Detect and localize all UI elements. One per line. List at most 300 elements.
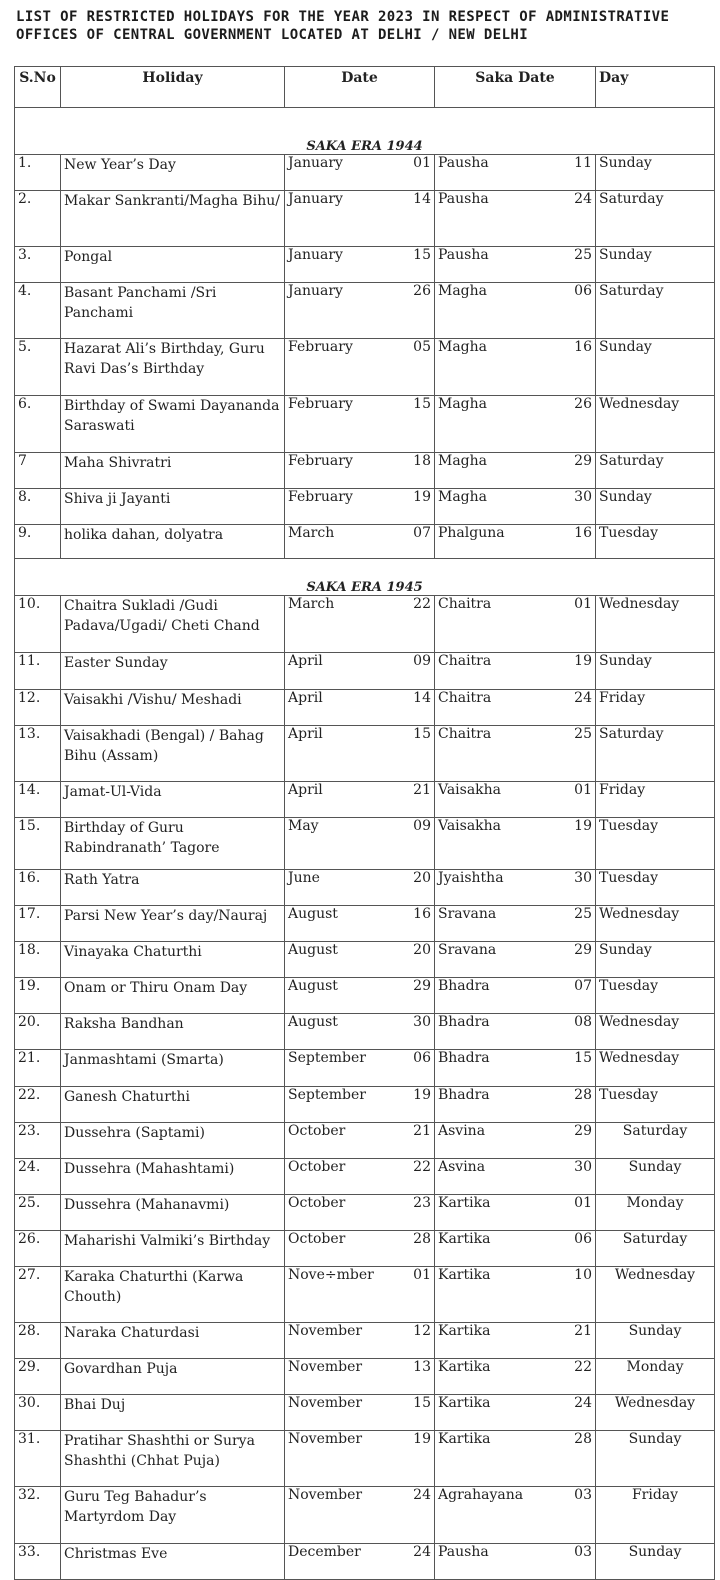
saka-date-cell (435, 942, 596, 978)
date-day: 15 (413, 247, 431, 263)
saka-day: 11 (574, 155, 592, 171)
weekday-cell: Wednesday (596, 596, 715, 653)
holiday-name-cell: Ganesh Chaturthi (61, 1087, 285, 1123)
date-cell (285, 525, 435, 559)
table-row (15, 1487, 715, 1544)
holiday-name-cell: Basant Panchami /Sri Panchami (61, 283, 285, 339)
holiday-name-cell: Dussehra (Mahanavmi) (61, 1195, 285, 1231)
date-cell (285, 818, 435, 870)
date-day: 21 (413, 782, 431, 798)
saka-day: 30 (574, 1159, 592, 1175)
serial-number-cell: 2. (15, 191, 61, 247)
date-month: September (288, 1050, 366, 1066)
table-row (15, 1014, 715, 1050)
table-row (15, 1050, 715, 1087)
date-day: 01 (413, 155, 431, 171)
date-cell (285, 1195, 435, 1231)
table-row (15, 247, 715, 283)
date-month: April (288, 726, 323, 742)
saka-date-cell (435, 191, 596, 247)
date-cell (285, 653, 435, 690)
date-day: 12 (413, 1323, 431, 1339)
weekday-cell: Sunday (596, 489, 715, 525)
weekday-cell: Friday (596, 1487, 715, 1544)
saka-day: 25 (574, 247, 592, 263)
date-cell (285, 1359, 435, 1395)
saka-day: 21 (574, 1323, 592, 1339)
holiday-name-cell: Maharishi Valmiki’s Birthday (61, 1231, 285, 1267)
saka-date-cell (435, 1159, 596, 1195)
weekday-cell: Saturday (596, 726, 715, 782)
saka-month: Bhadra (438, 1050, 490, 1066)
saka-month: Kartika (438, 1195, 491, 1211)
holiday-name-cell: Raksha Bandhan (61, 1014, 285, 1050)
date-month: February (288, 489, 353, 505)
table-row (15, 339, 715, 396)
saka-month: Chaitra (438, 653, 492, 669)
table-row (15, 1323, 715, 1359)
weekday-cell: Saturday (596, 191, 715, 247)
saka-day: 16 (574, 339, 592, 355)
date-day: 29 (413, 978, 431, 994)
saka-date-cell (435, 653, 596, 690)
saka-date-cell (435, 1267, 596, 1323)
saka-date-cell (435, 396, 596, 453)
holiday-name-cell: Naraka Chaturdasi (61, 1323, 285, 1359)
saka-date-cell (435, 339, 596, 396)
date-month: October (288, 1159, 346, 1175)
table-row (15, 525, 715, 559)
era-label: SAKA ERA 1945 (15, 559, 715, 596)
table-row (15, 1159, 715, 1195)
date-month: May (288, 818, 319, 834)
holiday-name-cell: Pongal (61, 247, 285, 283)
header-date: Date (285, 67, 435, 108)
weekday-cell: Saturday (596, 1231, 715, 1267)
saka-date-cell (435, 690, 596, 726)
table-row (15, 596, 715, 653)
date-cell (285, 1431, 435, 1487)
serial-number-cell: 10. (15, 596, 61, 653)
table-row (15, 870, 715, 906)
date-day: 13 (413, 1359, 431, 1375)
saka-day: 07 (574, 978, 592, 994)
date-month: April (288, 653, 323, 669)
date-cell (285, 155, 435, 191)
era-label: SAKA ERA 1944 (15, 108, 715, 155)
table-row (15, 453, 715, 489)
date-cell (285, 396, 435, 453)
date-day: 28 (413, 1231, 431, 1247)
weekday-cell: Monday (596, 1195, 715, 1231)
header-saka-date: Saka Date (435, 67, 596, 108)
weekday-cell: Saturday (596, 283, 715, 339)
holiday-name-cell: Vinayaka Chaturthi (61, 942, 285, 978)
saka-date-cell (435, 1395, 596, 1431)
weekday-cell: Tuesday (596, 1087, 715, 1123)
table-row (15, 155, 715, 191)
table-row (15, 1395, 715, 1431)
date-day: 24 (413, 1544, 431, 1560)
saka-month: Agrahayana (438, 1487, 524, 1503)
saka-date-cell (435, 1431, 596, 1487)
saka-date-cell (435, 1050, 596, 1087)
saka-day: 25 (574, 906, 592, 922)
date-day: 19 (413, 1087, 431, 1103)
table-row (15, 191, 715, 247)
serial-number-cell: 29. (15, 1359, 61, 1395)
date-month: November (288, 1323, 363, 1339)
table-row (15, 1544, 715, 1580)
saka-day: 25 (574, 726, 592, 742)
table-row (15, 283, 715, 339)
holiday-name-cell: Dussehra (Mahashtami) (61, 1159, 285, 1195)
date-day: 15 (413, 396, 431, 412)
serial-number-cell: 7 (15, 453, 61, 489)
saka-month: Magha (438, 396, 488, 412)
date-cell (285, 1267, 435, 1323)
saka-day: 01 (574, 782, 592, 798)
saka-month: Magha (438, 339, 488, 355)
date-month: February (288, 339, 353, 355)
date-day: 20 (413, 870, 431, 886)
date-month: November (288, 1359, 363, 1375)
date-cell (285, 1050, 435, 1087)
date-cell (285, 1323, 435, 1359)
date-month: November (288, 1487, 363, 1503)
serial-number-cell: 21. (15, 1050, 61, 1087)
date-month: October (288, 1231, 346, 1247)
table-row (15, 489, 715, 525)
saka-day: 28 (574, 1431, 592, 1447)
weekday-cell: Sunday (596, 1544, 715, 1580)
table-row (15, 906, 715, 942)
weekday-cell: Tuesday (596, 978, 715, 1014)
date-month: Nove÷mber (288, 1267, 374, 1283)
weekday-cell: Sunday (596, 155, 715, 191)
date-day: 14 (413, 191, 431, 207)
holiday-name-cell: Rath Yatra (61, 870, 285, 906)
weekday-cell: Monday (596, 1359, 715, 1395)
date-month: August (288, 906, 338, 922)
saka-day: 03 (574, 1544, 592, 1560)
date-day: 19 (413, 1431, 431, 1447)
date-day: 09 (413, 653, 431, 669)
date-cell (285, 782, 435, 818)
saka-month: Phalguna (438, 525, 505, 541)
weekday-cell: Saturday (596, 453, 715, 489)
saka-month: Kartika (438, 1267, 491, 1283)
holiday-name-cell: Vaisakhi /Vishu/ Meshadi (61, 690, 285, 726)
table-row (15, 1267, 715, 1323)
serial-number-cell: 26. (15, 1231, 61, 1267)
holiday-name-cell: Jamat-Ul-Vida (61, 782, 285, 818)
saka-day: 08 (574, 1014, 592, 1030)
saka-day: 24 (574, 191, 592, 207)
serial-number-cell: 20. (15, 1014, 61, 1050)
weekday-cell: Wednesday (596, 1267, 715, 1323)
date-day: 01 (413, 1267, 431, 1283)
saka-date-cell (435, 1323, 596, 1359)
serial-number-cell: 28. (15, 1323, 61, 1359)
date-cell (285, 1123, 435, 1159)
date-month: March (288, 525, 335, 541)
saka-date-cell (435, 525, 596, 559)
holiday-name-cell: Vaisakhadi (Bengal) / Bahag Bihu (Assam) (61, 726, 285, 782)
saka-month: Kartika (438, 1359, 491, 1375)
date-month: January (288, 247, 343, 263)
serial-number-cell: 19. (15, 978, 61, 1014)
saka-date-cell (435, 978, 596, 1014)
saka-day: 01 (574, 596, 592, 612)
serial-number-cell: 1. (15, 155, 61, 191)
table-row (15, 978, 715, 1014)
holiday-name-cell: Birthday of Guru Rabindranath’ Tagore (61, 818, 285, 870)
holiday-name-cell: Govardhan Puja (61, 1359, 285, 1395)
saka-month: Kartika (438, 1323, 491, 1339)
holiday-name-cell: New Year’s Day (61, 155, 285, 191)
weekday-cell: Saturday (596, 1123, 715, 1159)
weekday-cell: Sunday (596, 339, 715, 396)
date-cell (285, 489, 435, 525)
saka-month: Vaisakha (438, 782, 502, 798)
table-body (15, 108, 715, 1580)
holiday-name-cell: Birthday of Swami Dayananda Saraswati (61, 396, 285, 453)
table-row (15, 1359, 715, 1395)
saka-month: Kartika (438, 1395, 491, 1411)
serial-number-cell: 12. (15, 690, 61, 726)
saka-day: 24 (574, 690, 592, 706)
era-row (15, 108, 715, 155)
holiday-name-cell: Maha Shivratri (61, 453, 285, 489)
saka-date-cell (435, 1231, 596, 1267)
holiday-name-cell: Chaitra Sukladi /Gudi Padava/Ugadi/ Cheti Chand (61, 596, 285, 653)
saka-day: 28 (574, 1087, 592, 1103)
date-cell (285, 1159, 435, 1195)
serial-number-cell: 18. (15, 942, 61, 978)
serial-number-cell: 33. (15, 1544, 61, 1580)
saka-date-cell (435, 1195, 596, 1231)
date-month: November (288, 1395, 363, 1411)
serial-number-cell: 23. (15, 1123, 61, 1159)
saka-month: Kartika (438, 1431, 491, 1447)
table-row (15, 942, 715, 978)
date-day: 23 (413, 1195, 431, 1211)
holiday-name-cell: Onam or Thiru Onam Day (61, 978, 285, 1014)
date-day: 14 (413, 690, 431, 706)
saka-date-cell (435, 1359, 596, 1395)
saka-date-cell (435, 726, 596, 782)
serial-number-cell: 9. (15, 525, 61, 559)
saka-month: Pausha (438, 191, 489, 207)
saka-month: Jyaishtha (438, 870, 504, 886)
holiday-name-cell: Pratihar Shashthi or Surya Shashthi (Chhat Puja) (61, 1431, 285, 1487)
saka-day: 29 (574, 942, 592, 958)
saka-day: 03 (574, 1487, 592, 1503)
date-month: February (288, 453, 353, 469)
serial-number-cell: 31. (15, 1431, 61, 1487)
date-day: 18 (413, 453, 431, 469)
serial-number-cell: 11. (15, 653, 61, 690)
saka-date-cell (435, 1487, 596, 1544)
saka-month: Magha (438, 453, 488, 469)
weekday-cell: Wednesday (596, 396, 715, 453)
date-day: 20 (413, 942, 431, 958)
table-row (15, 1123, 715, 1159)
saka-month: Chaitra (438, 726, 492, 742)
saka-date-cell (435, 1544, 596, 1580)
weekday-cell: Sunday (596, 247, 715, 283)
holiday-name-cell: Shiva ji Jayanti (61, 489, 285, 525)
saka-date-cell (435, 453, 596, 489)
era-row (15, 559, 715, 596)
saka-day: 29 (574, 453, 592, 469)
page-title: LIST OF RESTRICTED HOLIDAYS FOR THE YEAR 2023 IN RESPECT OF ADMINISTRATIVE OFFICES OF CENTRAL GOVERNMENT LOCATED AT DELHI / NEW DELHI (16, 9, 670, 43)
saka-day: 24 (574, 1395, 592, 1411)
date-day: 07 (413, 525, 431, 541)
holiday-name-cell: Makar Sankranti/Magha Bihu/ (61, 191, 285, 247)
saka-month: Bhadra (438, 1014, 490, 1030)
serial-number-cell: 3. (15, 247, 61, 283)
date-day: 05 (413, 339, 431, 355)
date-month: March (288, 596, 335, 612)
table-row (15, 690, 715, 726)
saka-date-cell (435, 596, 596, 653)
weekday-cell: Friday (596, 690, 715, 726)
date-month: September (288, 1087, 366, 1103)
weekday-cell: Tuesday (596, 870, 715, 906)
header-day: Day (596, 67, 715, 108)
saka-month: Bhadra (438, 1087, 490, 1103)
date-cell (285, 1014, 435, 1050)
date-month: November (288, 1431, 363, 1447)
saka-month: Chaitra (438, 690, 492, 706)
weekday-cell: Sunday (596, 653, 715, 690)
serial-number-cell: 24. (15, 1159, 61, 1195)
date-cell (285, 596, 435, 653)
date-day: 15 (413, 1395, 431, 1411)
saka-day: 26 (574, 396, 592, 412)
date-month: August (288, 978, 338, 994)
weekday-cell: Wednesday (596, 906, 715, 942)
holiday-name-cell: Guru Teg Bahadur’s Martyrdom Day (61, 1487, 285, 1544)
serial-number-cell: 4. (15, 283, 61, 339)
saka-date-cell (435, 155, 596, 191)
table-row (15, 396, 715, 453)
weekday-cell: Tuesday (596, 818, 715, 870)
date-month: April (288, 782, 323, 798)
serial-number-cell: 30. (15, 1395, 61, 1431)
saka-month: Chaitra (438, 596, 492, 612)
date-day: 24 (413, 1487, 431, 1503)
weekday-cell: Wednesday (596, 1395, 715, 1431)
table-row (15, 1195, 715, 1231)
date-cell (285, 978, 435, 1014)
table-row (15, 1431, 715, 1487)
serial-number-cell: 13. (15, 726, 61, 782)
saka-month: Asvina (438, 1123, 486, 1139)
serial-number-cell: 8. (15, 489, 61, 525)
date-cell (285, 1487, 435, 1544)
date-cell (285, 1395, 435, 1431)
saka-month: Vaisakha (438, 818, 502, 834)
saka-date-cell (435, 1087, 596, 1123)
saka-month: Pausha (438, 1544, 489, 1560)
saka-month: Bhadra (438, 978, 490, 994)
date-cell (285, 339, 435, 396)
holiday-name-cell: Easter Sunday (61, 653, 285, 690)
date-month: August (288, 1014, 338, 1030)
date-day: 19 (413, 489, 431, 505)
date-day: 22 (413, 1159, 431, 1175)
saka-date-cell (435, 283, 596, 339)
saka-date-cell (435, 782, 596, 818)
weekday-cell: Sunday (596, 1431, 715, 1487)
date-cell (285, 870, 435, 906)
holiday-name-cell: Karaka Chaturthi (Karwa Chouth) (61, 1267, 285, 1323)
holiday-name-cell: Bhai Duj (61, 1395, 285, 1431)
serial-number-cell: 22. (15, 1087, 61, 1123)
serial-number-cell: 17. (15, 906, 61, 942)
saka-month: Sravana (438, 906, 497, 922)
serial-number-cell: 14. (15, 782, 61, 818)
saka-day: 01 (574, 1195, 592, 1211)
date-month: December (288, 1544, 361, 1560)
serial-number-cell: 27. (15, 1267, 61, 1323)
date-month: June (288, 870, 320, 886)
table-row (15, 653, 715, 690)
table-row (15, 1231, 715, 1267)
header-sno: S.No (15, 67, 61, 108)
saka-day: 15 (574, 1050, 592, 1066)
date-day: 09 (413, 818, 431, 834)
saka-month: Asvina (438, 1159, 486, 1175)
table-row (15, 782, 715, 818)
saka-date-cell (435, 906, 596, 942)
date-cell (285, 283, 435, 339)
date-cell (285, 906, 435, 942)
saka-date-cell (435, 247, 596, 283)
holiday-name-cell: Janmashtami (Smarta) (61, 1050, 285, 1087)
header-holiday: Holiday (61, 67, 285, 108)
date-cell (285, 1231, 435, 1267)
date-cell (285, 191, 435, 247)
date-cell (285, 247, 435, 283)
date-month: October (288, 1123, 346, 1139)
date-day: 30 (413, 1014, 431, 1030)
saka-day: 22 (574, 1359, 592, 1375)
saka-month: Pausha (438, 247, 489, 263)
date-day: 15 (413, 726, 431, 742)
date-month: October (288, 1195, 346, 1211)
saka-month: Magha (438, 489, 488, 505)
holiday-name-cell: holika dahan, dolyatra (61, 525, 285, 559)
weekday-cell: Wednesday (596, 1014, 715, 1050)
table-row (15, 1087, 715, 1123)
date-day: 16 (413, 906, 431, 922)
saka-month: Pausha (438, 155, 489, 171)
serial-number-cell: 5. (15, 339, 61, 396)
saka-date-cell (435, 818, 596, 870)
serial-number-cell: 32. (15, 1487, 61, 1544)
weekday-cell: Sunday (596, 1159, 715, 1195)
table-row (15, 726, 715, 782)
date-cell (285, 1087, 435, 1123)
saka-day: 30 (574, 489, 592, 505)
date-month: January (288, 155, 343, 171)
saka-date-cell (435, 489, 596, 525)
date-cell (285, 942, 435, 978)
